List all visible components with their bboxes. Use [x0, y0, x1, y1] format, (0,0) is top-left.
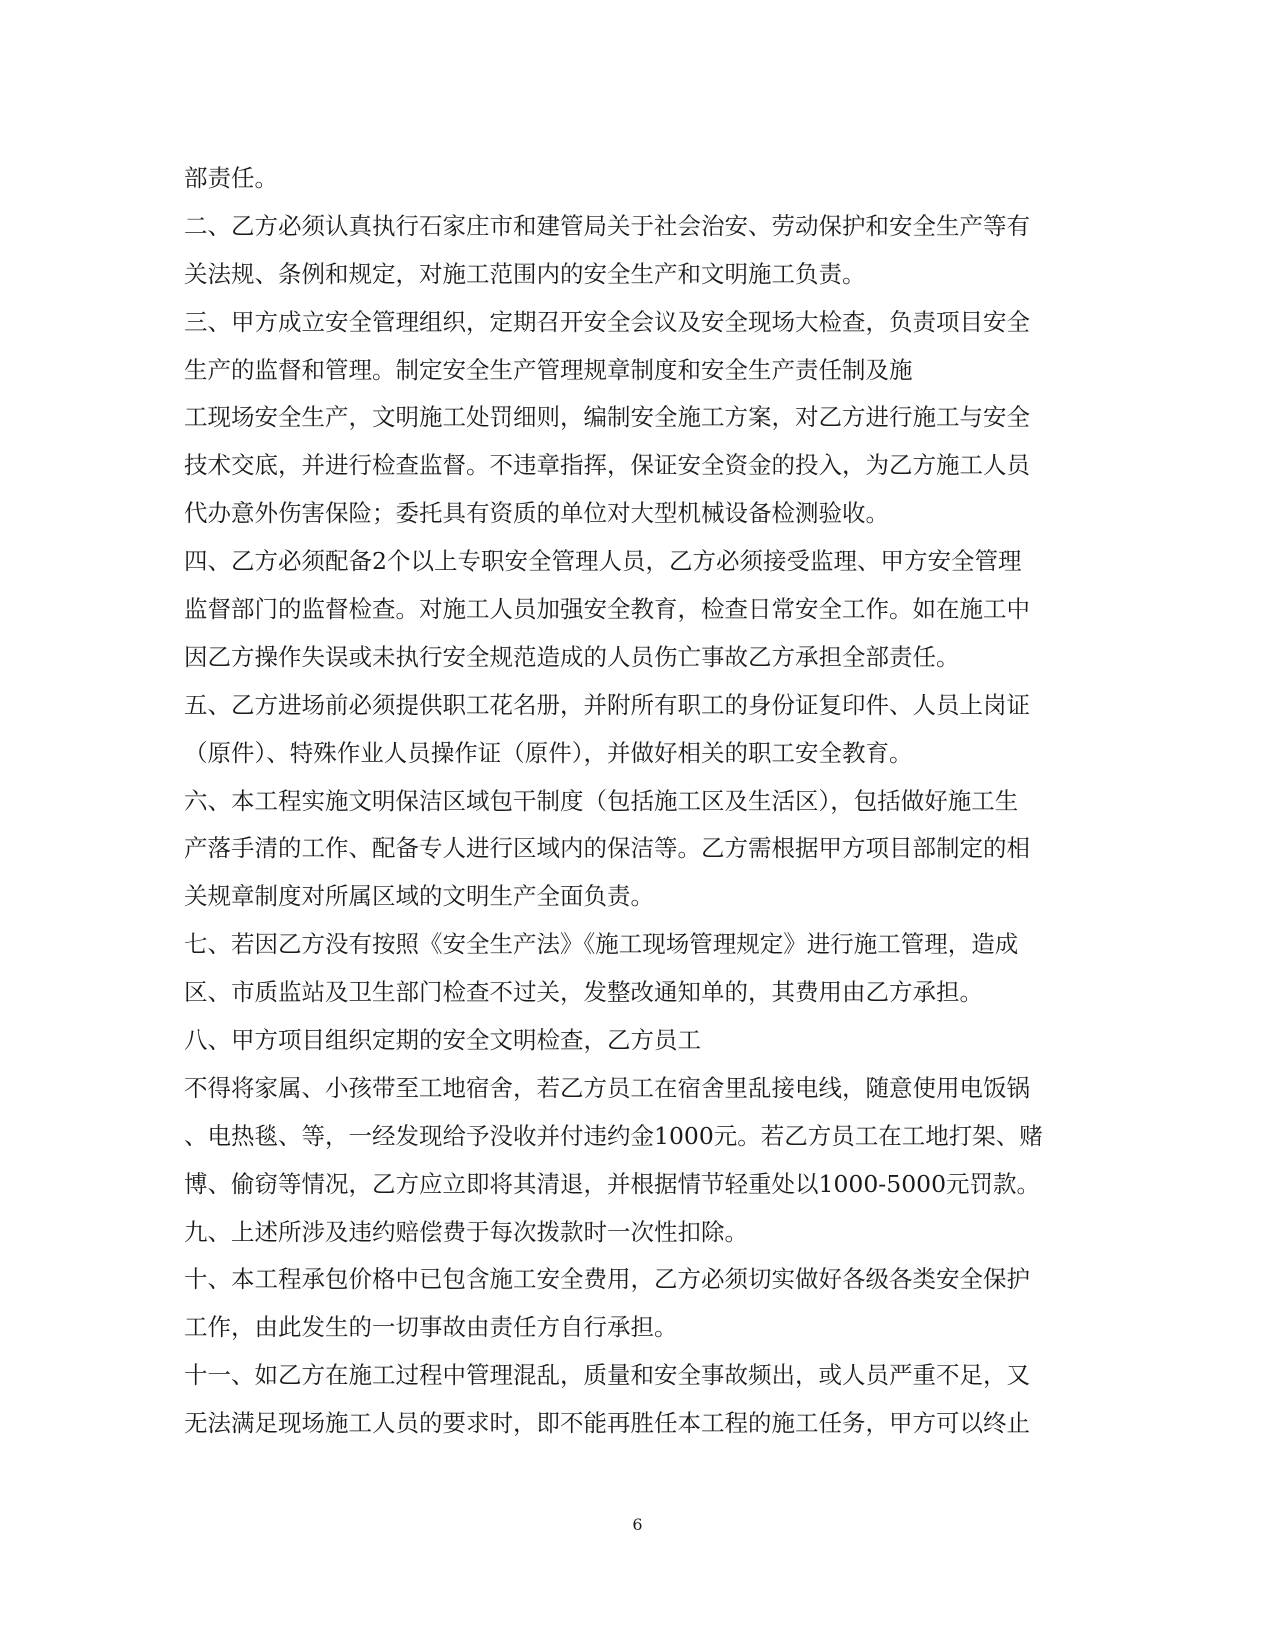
text-line: 关规章制度对所属区域的文明生产全面负责。	[184, 882, 654, 911]
text-line: 无法满足现场施工人员的要求时，即不能再胜任本工程的施工任务，甲方可以终止	[184, 1409, 1030, 1438]
text-line: 代办意外伤害保险；委托具有资质的单位对大型机械设备检测验收。	[184, 499, 889, 528]
text-line: 区、市质监站及卫生部门检查不过关，发整改通知单的，其费用由乙方承担。	[184, 978, 983, 1007]
text-line: 十一、如乙方在施工过程中管理混乱，质量和安全事故频出，或人员严重不足，又	[184, 1361, 1030, 1390]
text-line: 技术交底，并进行检查监督。不违章指挥，保证安全资金的投入，为乙方施工人员	[184, 451, 1030, 480]
text-line: 部责任。	[184, 164, 278, 192]
text-line: 四、乙方必须配备2个以上专职安全管理人员，乙方必须接受监理、甲方安全管理	[184, 547, 1022, 576]
text-line: （原件）、特殊作业人员操作证（原件），并做好相关的职工安全教育。	[184, 738, 913, 767]
document-body	[184, 155, 1084, 1448]
text-line: 八、甲方项目组织定期的安全文明检查，乙方员工	[184, 1026, 701, 1055]
text-line: 工现场安全生产，文明施工处罚细则，编制安全施工方案，对乙方进行施工与安全	[184, 403, 1030, 432]
text-line: 生产的监督和管理。制定安全生产管理规章制度和安全生产责任制及施	[184, 355, 913, 384]
text-line: 产落手清的工作、配备专人进行区域内的保洁等。乙方需根据甲方项目部制定的相	[184, 834, 1030, 863]
text-line: 工作，由此发生的一切事故由责任方自行承担。	[184, 1313, 678, 1342]
text-line: 五、乙方进场前必须提供职工花名册，并附所有职工的身份证复印件、人员上岗证	[184, 690, 1030, 719]
text-line: 二、乙方必须认真执行石家庄市和建管局关于社会治安、劳动保护和安全生产等有	[184, 211, 1030, 240]
text-line: 九、上述所涉及违约赔偿费于每次拨款时一次性扣除。	[184, 1217, 748, 1246]
text-line: 不得将家属、小孩带至工地宿舍，若乙方员工在宿舍里乱接电线，随意使用电饭锅	[184, 1073, 1030, 1102]
text-line: 因乙方操作失误或未执行安全规范造成的人员伤亡事故乙方承担全部责任。	[184, 642, 960, 671]
text-line: 博、偷窃等情况，乙方应立即将其清退，并根据情节轻重处以1000-5000元罚款。	[184, 1169, 1041, 1198]
text-line: 三、甲方成立安全管理组织，定期召开安全会议及安全现场大检查，负责项目安全	[184, 307, 1030, 336]
text-line: 七、若因乙方没有按照《安全生产法》《施工现场管理规定》进行施工管理，造成	[184, 930, 1019, 959]
text-line: 监督部门的监督检查。对施工人员加强安全教育，检查日常安全工作。如在施工中	[184, 595, 1030, 624]
text-line: 六、本工程实施文明保洁区域包干制度（包括施工区及生活区），包括做好施工生	[184, 786, 1019, 815]
text-line: 、电热毯、等，一经发现给予没收并付违约金1000元。若乙方员工在工地打架、赌	[184, 1121, 1043, 1150]
page-number: 6	[632, 1515, 643, 1534]
text-line: 十、本工程承包价格中已包含施工安全费用，乙方必须切实做好各级各类安全保护	[184, 1265, 1030, 1294]
text-line: 关法规、条例和规定，对施工范围内的安全生产和文明施工负责。	[184, 259, 866, 288]
